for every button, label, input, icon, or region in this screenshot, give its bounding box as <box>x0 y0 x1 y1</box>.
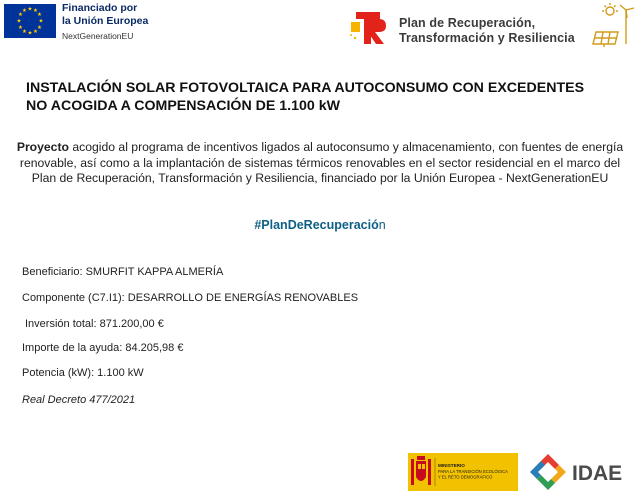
prtr-line1: Plan de Recuperación, <box>399 16 536 30</box>
eu-line3: NextGenerationEU <box>62 31 134 41</box>
svg-text:★: ★ <box>33 29 38 35</box>
ministerio-line3: Y EL RETO DEMOGRÁFICO <box>438 474 493 480</box>
svg-text:★: ★ <box>16 18 22 25</box>
idae-mark-icon <box>530 454 566 490</box>
svg-text:★: ★ <box>37 25 42 31</box>
eu-flag-icon <box>4 4 56 38</box>
solar-panel-wind-icon <box>590 2 636 48</box>
ministerio-line1: MINISTERIO <box>438 463 465 468</box>
inversion-field: Inversión total: 871.200,00 € <box>25 318 164 330</box>
prtr-line2: Transformación y Resiliencia <box>399 31 575 45</box>
decreto-field: Real Decreto 477/2021 <box>22 394 136 406</box>
svg-text:★: ★ <box>22 29 27 35</box>
svg-text:★: ★ <box>27 30 33 37</box>
title-line1: INSTALACIÓN SOLAR FOTOVOLTAICA PARA AUTOCONSUMO CON EXCEDENTES <box>26 80 585 96</box>
project-body: acogido al programa de incentivos ligados al autoconsumo y almacenamiento, con fuentes de energía renovable, así como a la implantación de sistemas térmicos renovables en el sector residencial en el marco del Plan de Recuperación, Transformación y Resiliencia, financiado por la Unión Europea - NextGenerationEU <box>19 140 624 185</box>
svg-text:★: ★ <box>27 6 33 13</box>
importe-field: Importe de la ayuda: 84.205,98 € <box>22 342 184 354</box>
page-title <box>26 79 626 115</box>
title-line2: NO ACOGIDA A COMPENSACIÓN DE 1.100 kW <box>26 98 341 114</box>
idae-logo <box>528 452 636 492</box>
eu-funding-text <box>62 2 148 43</box>
prtr-logo-icon <box>348 8 388 46</box>
eu-line2: la Unión Europea <box>62 15 149 27</box>
idae-text: IDAE <box>572 462 623 485</box>
project-description <box>14 140 626 187</box>
componente-field: Componente (C7.I1): DESARROLLO DE ENERGÍAS RENOVABLES <box>22 292 359 304</box>
ministerio-line2: PARA LA TRANSICIÓN ECOLÓGICA <box>438 469 508 474</box>
svg-text:★: ★ <box>18 25 23 31</box>
hashtag-tail: n <box>378 218 386 232</box>
prtr-text <box>399 16 575 46</box>
hashtag-bold: #PlanDeRecuperació <box>254 218 379 232</box>
potencia-field: Potencia (kW): 1.100 kW <box>22 367 144 379</box>
hashtag <box>0 218 640 232</box>
header <box>0 0 640 58</box>
svg-text:★: ★ <box>22 8 27 14</box>
svg-text:★: ★ <box>18 12 23 18</box>
beneficiario-field: Beneficiario: SMURFIT KAPPA ALMERÍA <box>22 266 224 278</box>
svg-text:★: ★ <box>38 18 44 25</box>
svg-text:★: ★ <box>37 12 42 18</box>
ministerio-logo <box>408 453 518 491</box>
project-lead: Proyecto <box>16 140 69 154</box>
svg-text:★: ★ <box>33 8 38 14</box>
eu-line1: Financiado por <box>62 2 138 14</box>
